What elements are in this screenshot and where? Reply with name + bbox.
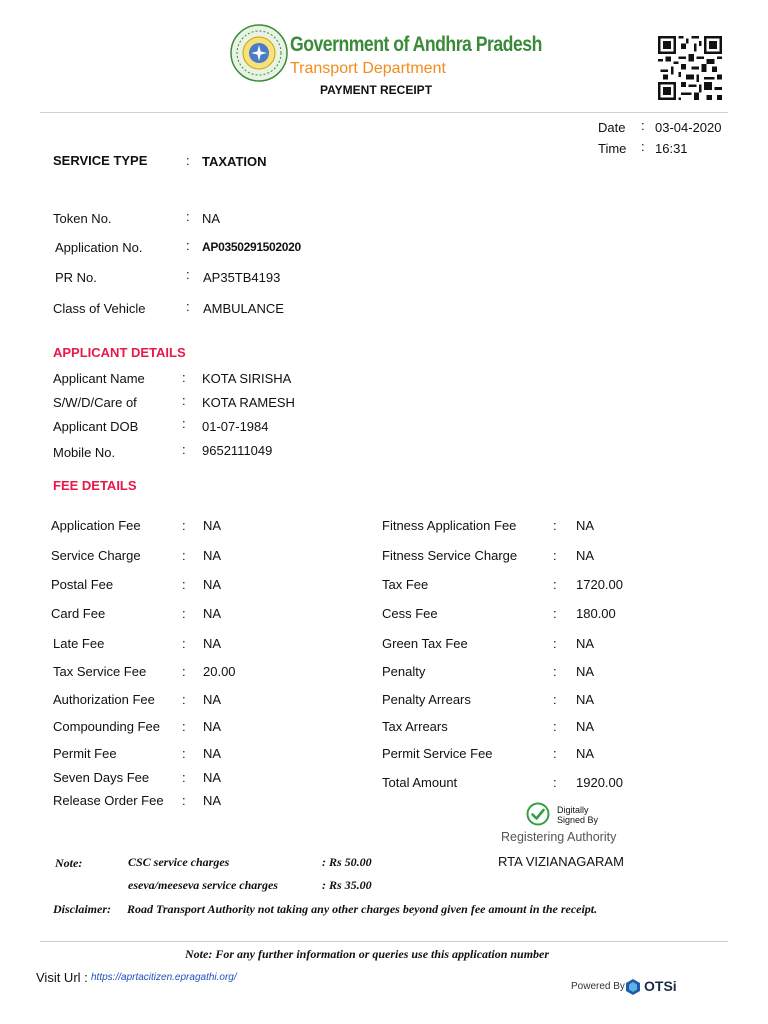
- date-value: 03-04-2020: [655, 120, 722, 135]
- fee-value-permit: NA: [203, 746, 222, 761]
- applicant-dob-label: Applicant DOB: [53, 419, 139, 434]
- applicant-name-label: Applicant Name: [53, 371, 145, 386]
- note-label: Note:: [55, 856, 83, 870]
- footer-divider: [40, 941, 728, 942]
- service-type-label: SERVICE TYPE: [53, 153, 148, 168]
- application-no-colon: :: [186, 238, 190, 253]
- fee-value-application: NA: [203, 518, 222, 533]
- fee-value-cess: 180.00: [576, 606, 616, 621]
- fee-colon: :: [553, 664, 557, 679]
- fee-label-seven-days: Seven Days Fee: [53, 770, 150, 785]
- time-label: Time: [598, 141, 627, 156]
- service-type-value: TAXATION: [202, 154, 267, 169]
- fee-label-card: Card Fee: [51, 606, 106, 621]
- care-of-colon: :: [182, 393, 186, 408]
- visit-url-label: Visit Url :: [36, 970, 88, 985]
- org-title: Government of Andhra Pradesh: [290, 33, 542, 56]
- pr-no-colon: :: [186, 267, 190, 282]
- fee-value-fitness-service: NA: [576, 548, 595, 563]
- fee-label-total-amount: Total Amount: [382, 775, 458, 790]
- fee-value-penalty-arrears: NA: [576, 692, 595, 707]
- fee-value-late: NA: [203, 636, 222, 651]
- fee-colon: :: [553, 692, 557, 707]
- fee-value-authorization: NA: [203, 692, 222, 707]
- fee-colon: :: [182, 577, 186, 592]
- date-colon: :: [641, 118, 645, 133]
- fee-label-penalty-arrears: Penalty Arrears: [382, 692, 471, 707]
- csc-charges-value: : Rs 50.00: [322, 855, 372, 869]
- fee-value-total-amount: 1920.00: [576, 775, 623, 790]
- otsi-logo-icon: [624, 978, 642, 996]
- pr-no-label: PR No.: [55, 270, 97, 285]
- qr-code-icon: [656, 36, 724, 100]
- visit-url-link[interactable]: https://aprtacitizen.epragathi.org/: [91, 972, 237, 983]
- fee-label-fitness-application: Fitness Application Fee: [382, 518, 517, 533]
- fee-value-compounding: NA: [203, 719, 222, 734]
- fee-value-green-tax: NA: [576, 636, 595, 651]
- mobile-no-colon: :: [182, 442, 186, 457]
- fee-value-seven-days: NA: [203, 770, 222, 785]
- fee-label-fitness-service: Fitness Service Charge: [382, 548, 518, 563]
- fee-value-tax-arrears: NA: [576, 719, 595, 734]
- rta-office: RTA VIZIANAGARAM: [498, 854, 624, 869]
- fee-label-service-charge: Service Charge: [51, 548, 141, 563]
- fee-colon: :: [553, 719, 557, 734]
- fee-value-card: NA: [203, 606, 222, 621]
- fee-colon: :: [182, 518, 186, 533]
- applicant-name-colon: :: [182, 370, 186, 385]
- fee-value-tax-service: 20.00: [203, 664, 236, 679]
- vehicle-class-value: AMBULANCE: [203, 301, 284, 316]
- ap-emblem-icon: [230, 24, 288, 82]
- fee-label-postal: Postal Fee: [51, 577, 114, 592]
- eseva-charges-value: : Rs 35.00: [322, 878, 372, 892]
- fee-colon: :: [182, 793, 186, 808]
- token-value: NA: [202, 211, 221, 226]
- fee-label-release-order: Release Order Fee: [53, 793, 164, 808]
- applicant-name-value: KOTA SIRISHA: [202, 371, 292, 386]
- fee-value-penalty: NA: [576, 664, 595, 679]
- fee-colon: :: [182, 548, 186, 563]
- fee-colon: :: [553, 636, 557, 651]
- registering-authority: Registering Authority: [501, 830, 617, 844]
- vehicle-class-label: Class of Vehicle: [53, 301, 146, 316]
- fee-label-cess: Cess Fee: [382, 606, 438, 621]
- pr-no-value: AP35TB4193: [203, 270, 281, 285]
- header-divider: [40, 112, 728, 113]
- fee-label-permit: Permit Fee: [53, 746, 117, 761]
- digitally-signed-line2: Signed By: [557, 815, 599, 825]
- fee-label-permit-service: Permit Service Fee: [382, 746, 493, 761]
- application-no-label: Application No.: [55, 240, 143, 255]
- footer-note: Note: For any further information or queries use this application number: [185, 947, 550, 961]
- fee-colon: :: [553, 548, 557, 563]
- applicant-details-heading: APPLICANT DETAILS: [53, 345, 186, 360]
- fee-colon: :: [182, 719, 186, 734]
- applicant-dob-value: 01-07-1984: [202, 419, 269, 434]
- fee-label-green-tax: Green Tax Fee: [382, 636, 468, 651]
- fee-colon: :: [182, 746, 186, 761]
- digitally-signed-line1: Digitally: [557, 805, 589, 815]
- mobile-no-label: Mobile No.: [53, 445, 116, 460]
- service-type-colon: :: [186, 153, 190, 168]
- fee-colon: :: [182, 606, 186, 621]
- time-value: 16:31: [655, 141, 688, 156]
- token-label: Token No.: [53, 211, 112, 226]
- fee-label-tax-arrears: Tax Arrears: [382, 719, 448, 734]
- fee-colon: :: [553, 606, 557, 621]
- vehicle-class-colon: :: [186, 299, 190, 314]
- token-colon: :: [186, 209, 190, 224]
- fee-value-permit-service: NA: [576, 746, 595, 761]
- fee-details-heading: FEE DETAILS: [53, 478, 137, 493]
- fee-label-tax-service: Tax Service Fee: [53, 664, 147, 679]
- mobile-no-value: 9652111049: [202, 443, 273, 458]
- fee-value-postal: NA: [203, 577, 222, 592]
- fee-colon: :: [182, 636, 186, 651]
- fee-value-release-order: NA: [203, 793, 222, 808]
- care-of-label: S/W/D/Care of: [53, 395, 137, 410]
- fee-colon: :: [182, 770, 186, 785]
- applicant-dob-colon: :: [182, 416, 186, 431]
- csc-charges-label: CSC service charges: [128, 855, 230, 869]
- fee-colon: :: [182, 664, 186, 679]
- fee-label-penalty: Penalty: [382, 664, 426, 679]
- fee-colon: :: [553, 775, 557, 790]
- eseva-charges-label: eseva/meeseva service charges: [128, 878, 278, 892]
- care-of-value: KOTA RAMESH: [202, 395, 295, 410]
- fee-value-service-charge: NA: [203, 548, 222, 563]
- otsi-brand: OTSi: [644, 978, 677, 994]
- fee-label-tax: Tax Fee: [382, 577, 429, 592]
- fee-label-authorization: Authorization Fee: [53, 692, 155, 707]
- fee-value-fitness-application: NA: [576, 518, 595, 533]
- fee-label-late: Late Fee: [53, 636, 105, 651]
- powered-by-label: Powered By: [571, 981, 625, 992]
- receipt-title: PAYMENT RECEIPT: [320, 83, 433, 97]
- disclaimer-label: Disclaimer:: [53, 902, 111, 916]
- fee-colon: :: [182, 692, 186, 707]
- fee-value-tax: 1720.00: [576, 577, 623, 592]
- application-no-value: AP0350291502020: [202, 240, 301, 254]
- fee-label-compounding: Compounding Fee: [53, 719, 160, 734]
- fee-colon: :: [553, 518, 557, 533]
- check-circle-icon: [526, 802, 550, 826]
- time-colon: :: [641, 139, 645, 154]
- fee-colon: :: [553, 577, 557, 592]
- fee-label-application: Application Fee: [51, 518, 141, 533]
- date-label: Date: [598, 120, 626, 135]
- dept-title: Transport Department: [290, 60, 446, 77]
- fee-colon: :: [553, 746, 557, 761]
- disclaimer-text: Road Transport Authority not taking any other charges beyond given fee amount in the receipt.: [127, 902, 598, 916]
